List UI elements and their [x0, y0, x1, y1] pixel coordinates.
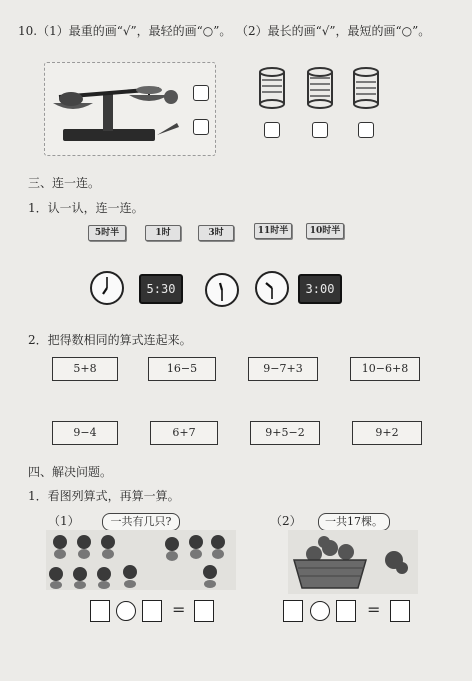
s4-q1-text: 1．看图列算式，再算一算。: [28, 489, 180, 503]
answer-square[interactable]: [283, 600, 303, 622]
s3-q2-text: 2．把得数相同的算式连起来。: [28, 333, 192, 347]
operator-circle[interactable]: [116, 601, 136, 621]
operator-circle[interactable]: [310, 601, 330, 621]
speech-bubble: 一共有几只?: [102, 513, 180, 531]
section3-title: 三、连一连。: [28, 176, 101, 190]
q10-left-text: 10.（1）最重的画“√”，最轻的画“○”。: [18, 24, 232, 38]
clock-icon[interactable]: [90, 271, 124, 305]
answer-box-spool-1[interactable]: [264, 122, 280, 138]
digital-clock[interactable]: 5:30: [139, 274, 183, 304]
expression-box[interactable]: 9−4: [52, 421, 118, 445]
time-card[interactable]: 3时: [198, 225, 234, 241]
answer-square[interactable]: [142, 600, 162, 622]
time-card[interactable]: 5时半: [88, 225, 126, 241]
time-card[interactable]: 10时半: [306, 223, 344, 239]
time-card[interactable]: 11时半: [254, 223, 292, 239]
equals-sign: =: [367, 600, 381, 619]
answer-square[interactable]: [90, 600, 110, 622]
thread-spools-icon: [242, 58, 392, 118]
q10-right-text: （2）最长的画“√”，最短的画“○”。: [236, 24, 431, 38]
answer-square[interactable]: [336, 600, 356, 622]
part1-label: （1）: [48, 514, 80, 528]
s3-q1-text: 1．认一认，连一连。: [28, 201, 144, 215]
expression-box[interactable]: 9+2: [352, 421, 422, 445]
expression-box[interactable]: 9+5−2: [250, 421, 320, 445]
time-card[interactable]: 1时: [145, 225, 181, 241]
basket-icon: [288, 530, 418, 594]
answer-box-heaviest[interactable]: [193, 85, 209, 101]
expression-box[interactable]: 5+8: [52, 357, 118, 381]
clock-icon[interactable]: [205, 273, 239, 307]
expression-box[interactable]: 16−5: [148, 357, 216, 381]
expression-box[interactable]: 6+7: [150, 421, 218, 445]
scale-picture: [44, 62, 216, 156]
answer-square[interactable]: [194, 600, 214, 622]
answer-box-spool-2[interactable]: [312, 122, 328, 138]
monkeys-picture: [46, 530, 236, 590]
spools-picture: [242, 58, 392, 150]
expression-box[interactable]: 10−6+8: [350, 357, 420, 381]
section4-title: 四、解决问题。: [28, 465, 113, 479]
answer-box-lightest[interactable]: [193, 119, 209, 135]
answer-square[interactable]: [390, 600, 410, 622]
clock-icon[interactable]: [255, 271, 289, 305]
monkey-icon: [46, 530, 236, 590]
basket-picture: [288, 530, 418, 594]
expression-box[interactable]: 9−7+3: [248, 357, 318, 381]
digital-clock[interactable]: 3:00: [298, 274, 342, 304]
balance-scale-icon: [45, 63, 215, 155]
part2-label: （2）: [270, 514, 302, 528]
answer-box-spool-3[interactable]: [358, 122, 374, 138]
speech-bubble: 一共17棵。: [318, 513, 390, 531]
equals-sign: =: [172, 600, 186, 619]
